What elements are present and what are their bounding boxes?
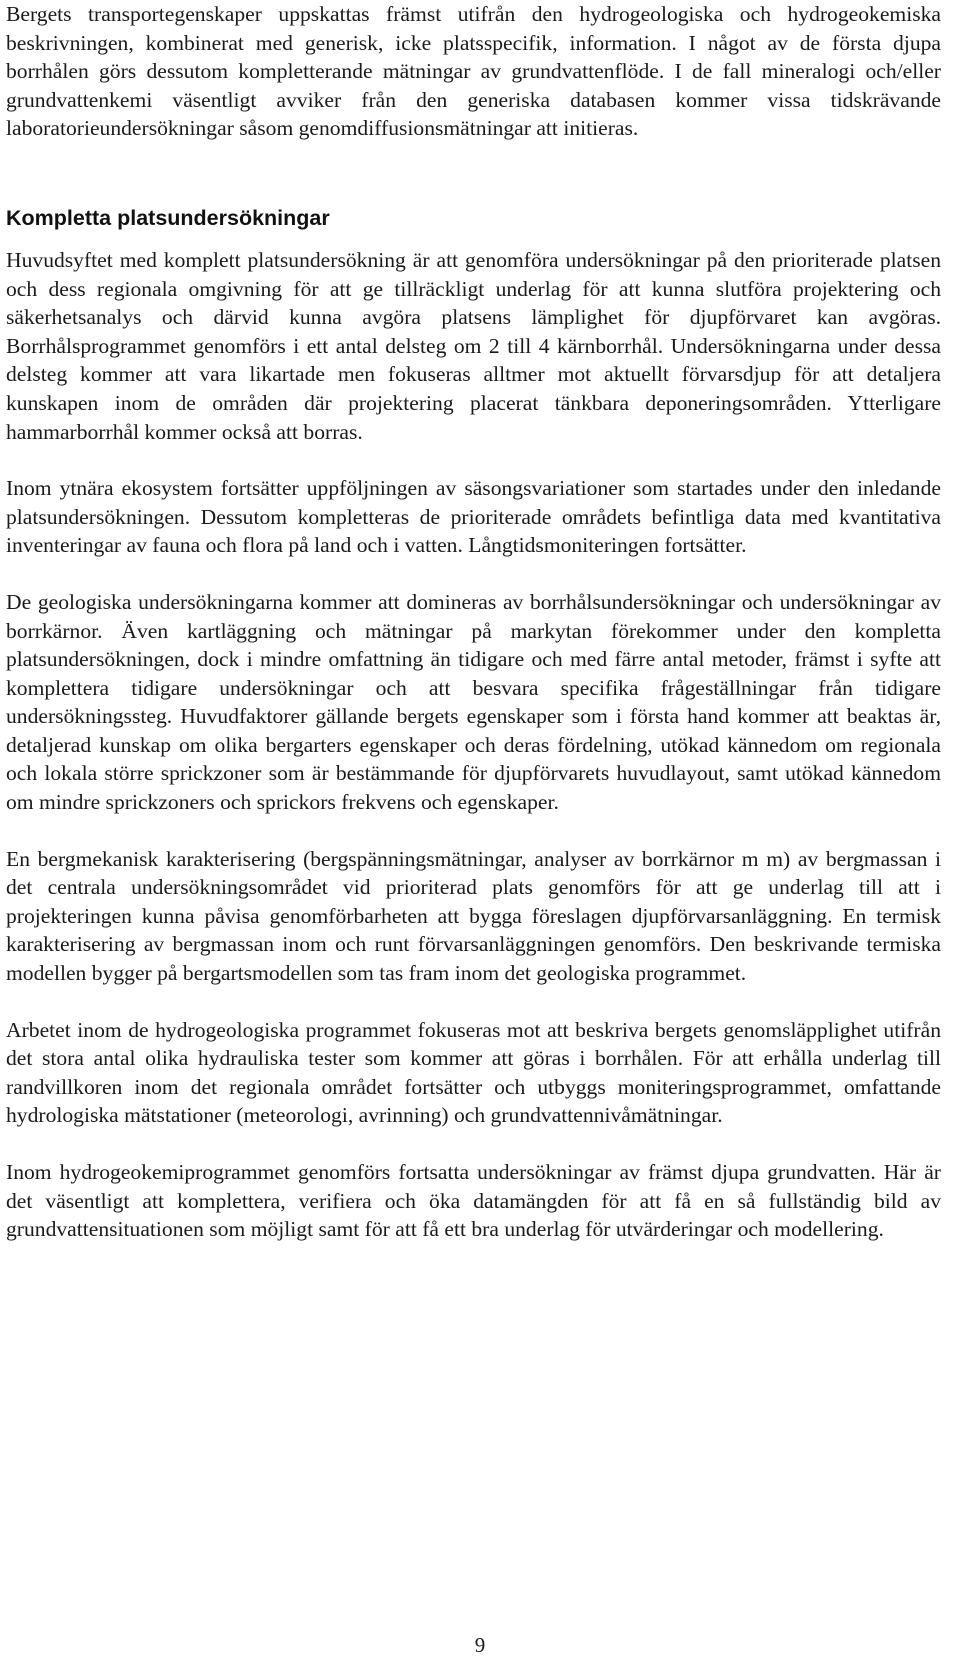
document-page [6, 0, 941, 1244]
spacer [6, 143, 941, 204]
paragraph-gap [6, 988, 941, 1016]
body-paragraph-6: Inom hydrogeokemiprogrammet genomförs fortsatta undersökningar av främst djupa grundvatten. Här är det väsentligt att komplettera, verifiera och öka datamängden för att få en så fullständig bild av grundvattensituationen som möjligt samt för att få ett bra underlag för utvärderingar och modellering. [6, 1160, 941, 1242]
paragraph-gap [6, 446, 941, 474]
body-paragraph-1: Huvudsyftet med komplett platsundersökning är att genomföra undersökningar på den prioriterade platsen och dess regionala omgivning för att ge tillräckligt underlag för att kunna slutföra projektering och säkerhetsanalys och därvid kunna avgöra platsens lämplighet för djupförvaret kan avgöras. Borrhålsprogrammet genomförs i ett antal delsteg om 2 till 4 kärnborrhål. Undersökningarna under dessa delsteg kommer att vara likartade men fokuseras alltmer mot aktuellt förvarsdjup för att detaljera kunskapen inom de områden där projektering placerat tänkbara deponeringsområden. Ytterligare hammarborrhål kommer också att borras. [6, 247, 941, 444]
body-paragraph-3: De geologiska undersökningarna kommer att domineras av borrhålsundersökningar och undersökningar av borrkärnor. Även kartläggning och mätningar på markytan förekommer under den kompletta platsundersökningen, dock i mindre omfattning än tidigare och med färre antal metoder, främst i syfte att komplettera tidigare undersökningar och att besvara specifika frågeställningar från tidigare undersökningssteg. Huvudfaktorer gällande bergets egenskaper som i första hand kommer att beaktas är, detaljerad kunskap om olika bergarters egenskaper och deras fördelning, utökad kännedom om regionala och lokala större sprickzoner som är bestämmande för djupförvarets huvudlayout, samt utökad kännedom om mindre sprickzoners och sprickors frekvens och egenskaper. [6, 589, 941, 815]
body-paragraph-2: Inom ytnära ekosystem fortsätter uppföljningen av säsongsvariationer som startades under den inledande platsundersökningen. Dessutom kompletteras de prioriterade områdets befintliga data med kvantitativa inventeringar av fauna och flora på land och i vatten. Långtidsmoniteringen fortsätter. [6, 476, 941, 558]
body-paragraph-4: En bergmekanisk karakterisering (bergspänningsmätningar, analyser av borrkärnor m m) av bergmassan i det centrala undersökningsområdet vid prioriterad plats genomförs för att ge underlag till att i projekteringen kunna påvisa genomförbarheten att bygga föreslagen djupförvarsanläggning. En termisk karakterisering av bergmassan inom och runt förvarsanläggningen genomförs. Den beskrivande termiska modellen bygger på bergartsmodellen som tas fram inom det geologiska programmet. [6, 846, 941, 986]
paragraph-gap [6, 817, 941, 845]
spacer [6, 232, 941, 246]
paragraph-gap [6, 1130, 941, 1158]
intro-paragraph: Bergets transportegenskaper uppskattas främst utifrån den hydrogeologiska och hydrogeokemiska beskrivningen, kombinerat med generisk, icke platsspecifik, information. I något av de första djupa borrhålen görs dessutom kompletterande mätningar av grundvattenflöde. I de fall mineralogi och/eller grundvattenkemi väsentligt avviker från den generiska databasen kommer vissa tidskrävande laboratorieundersökningar såsom genomdiffusionsmätningar att initieras. [6, 2, 941, 141]
paragraph-gap [6, 560, 941, 588]
body-paragraph-5: Arbetet inom de hydrogeologiska programmet fokuseras mot att beskriva bergets genomsläpplighet utifrån det stora antal olika hydrauliska tester som kommer att göras i borrhålen. För att erhålla underlag till randvillkoren inom det regionala området fortsätter och utbyggs moniteringsprogrammet, omfattande hydrologiska mätstationer (meteorologi, avrinning) och grundvattennivåmätningar. [6, 1017, 941, 1128]
section-heading: Kompletta platsundersökningar [6, 205, 330, 230]
page-number: 9 [474, 1633, 486, 1657]
